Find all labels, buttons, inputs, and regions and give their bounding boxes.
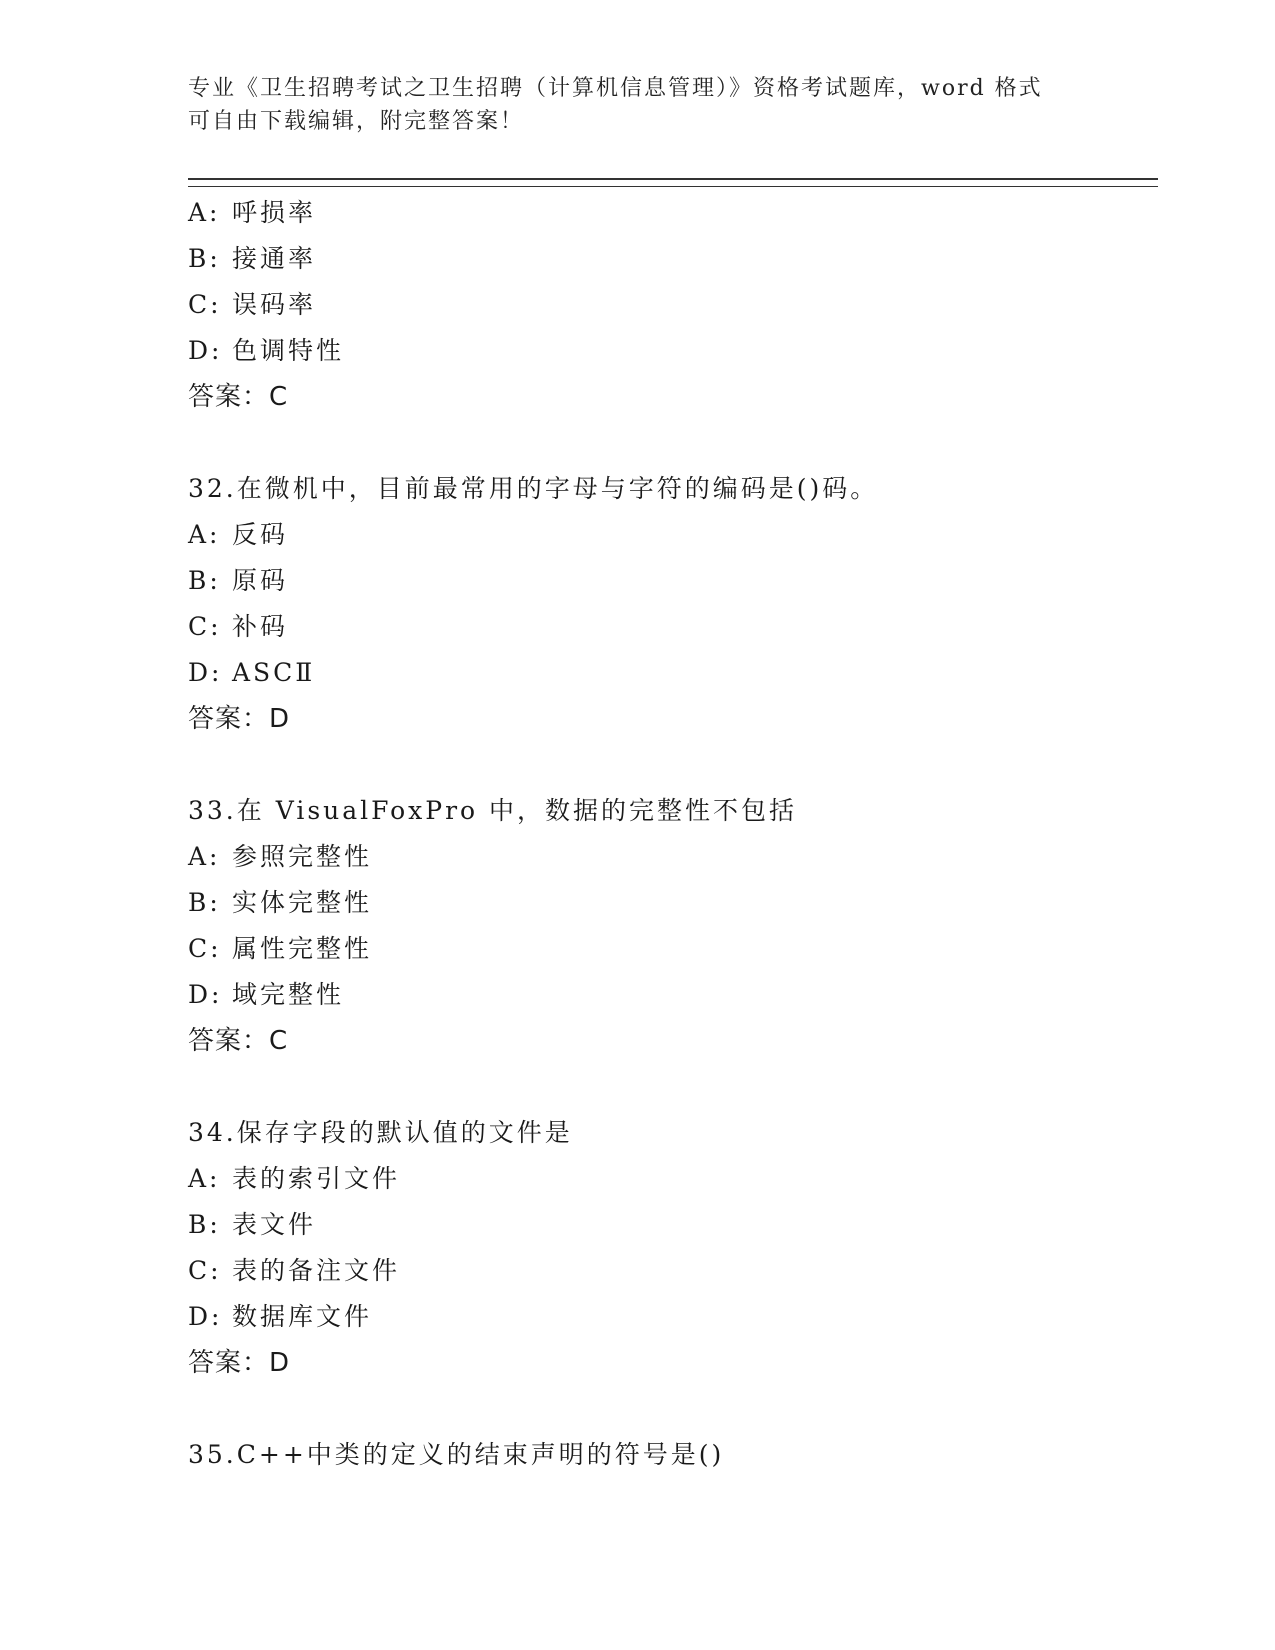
answer-line: 答案：C [188, 1026, 289, 1056]
option-a [188, 190, 1158, 236]
option-d [188, 972, 1158, 1018]
option-c [188, 1248, 1158, 1294]
option-a [188, 512, 1158, 558]
option-letter: D: [188, 1302, 223, 1331]
option-text: 表的备注文件 [232, 1256, 401, 1285]
document-header [188, 72, 1088, 138]
option-letter: B: [188, 566, 221, 595]
option-letter: A: [188, 842, 221, 871]
option-a [188, 1156, 1158, 1202]
option-c [188, 604, 1158, 650]
option-letter: C: [188, 290, 222, 319]
option-text: 反码 [232, 520, 289, 549]
question-stem: 35.C++中类的定义的结束声明的符号是() [188, 1440, 725, 1469]
option-text: 实体完整性 [232, 888, 373, 917]
option-b [188, 558, 1158, 604]
option-a [188, 834, 1158, 880]
option-text: 补码 [232, 612, 289, 641]
option-c [188, 926, 1158, 972]
header-divider [188, 178, 1158, 187]
question-stem: 33.在 VisualFoxPro 中，数据的完整性不包括 [188, 796, 798, 825]
question-33 [188, 788, 1158, 1064]
question-list [188, 190, 1158, 1478]
question-32 [188, 466, 1158, 742]
option-letter: A: [188, 520, 221, 549]
question-31-continued [188, 190, 1158, 420]
option-letter: D: [188, 658, 223, 687]
header-line-2: 可自由下载编辑，附完整答案！ [188, 109, 525, 134]
option-text: 域完整性 [232, 980, 345, 1009]
option-d [188, 650, 1158, 696]
option-text: 表的索引文件 [232, 1164, 401, 1193]
answer-line: 答案：C [188, 382, 289, 412]
option-letter: C: [188, 1256, 222, 1285]
question-stem: 34.保存字段的默认值的文件是 [188, 1118, 573, 1147]
option-letter: D: [188, 980, 223, 1009]
option-letter: D: [188, 336, 223, 365]
option-c [188, 282, 1158, 328]
option-text: 呼损率 [232, 198, 317, 227]
question-34 [188, 1110, 1158, 1386]
option-letter: B: [188, 244, 221, 273]
answer-line: 答案：D [188, 704, 291, 734]
option-letter: C: [188, 612, 222, 641]
option-text: 接通率 [232, 244, 317, 273]
option-text: 属性完整性 [232, 934, 373, 963]
option-letter: B: [188, 1210, 221, 1239]
option-letter: C: [188, 934, 222, 963]
question-stem: 32.在微机中，目前最常用的字母与字符的编码是()码。 [188, 474, 879, 503]
option-text: 误码率 [232, 290, 317, 319]
option-b [188, 236, 1158, 282]
option-letter: B: [188, 888, 221, 917]
header-line-1: 专业《卫生招聘考试之卫生招聘（计算机信息管理）》资格考试题库，word 格式 [188, 76, 1043, 101]
option-letter: A: [188, 1164, 221, 1193]
option-text: 表文件 [232, 1210, 317, 1239]
option-b [188, 1202, 1158, 1248]
option-b [188, 880, 1158, 926]
option-text: 原码 [232, 566, 289, 595]
option-d [188, 1294, 1158, 1340]
question-35 [188, 1432, 1158, 1478]
answer-line: 答案：D [188, 1348, 291, 1378]
option-text: 数据库文件 [232, 1302, 373, 1331]
option-text: ASCⅡ [232, 658, 316, 687]
option-letter: A: [188, 198, 221, 227]
option-text: 色调特性 [232, 336, 345, 365]
option-text: 参照完整性 [232, 842, 373, 871]
option-d [188, 328, 1158, 374]
